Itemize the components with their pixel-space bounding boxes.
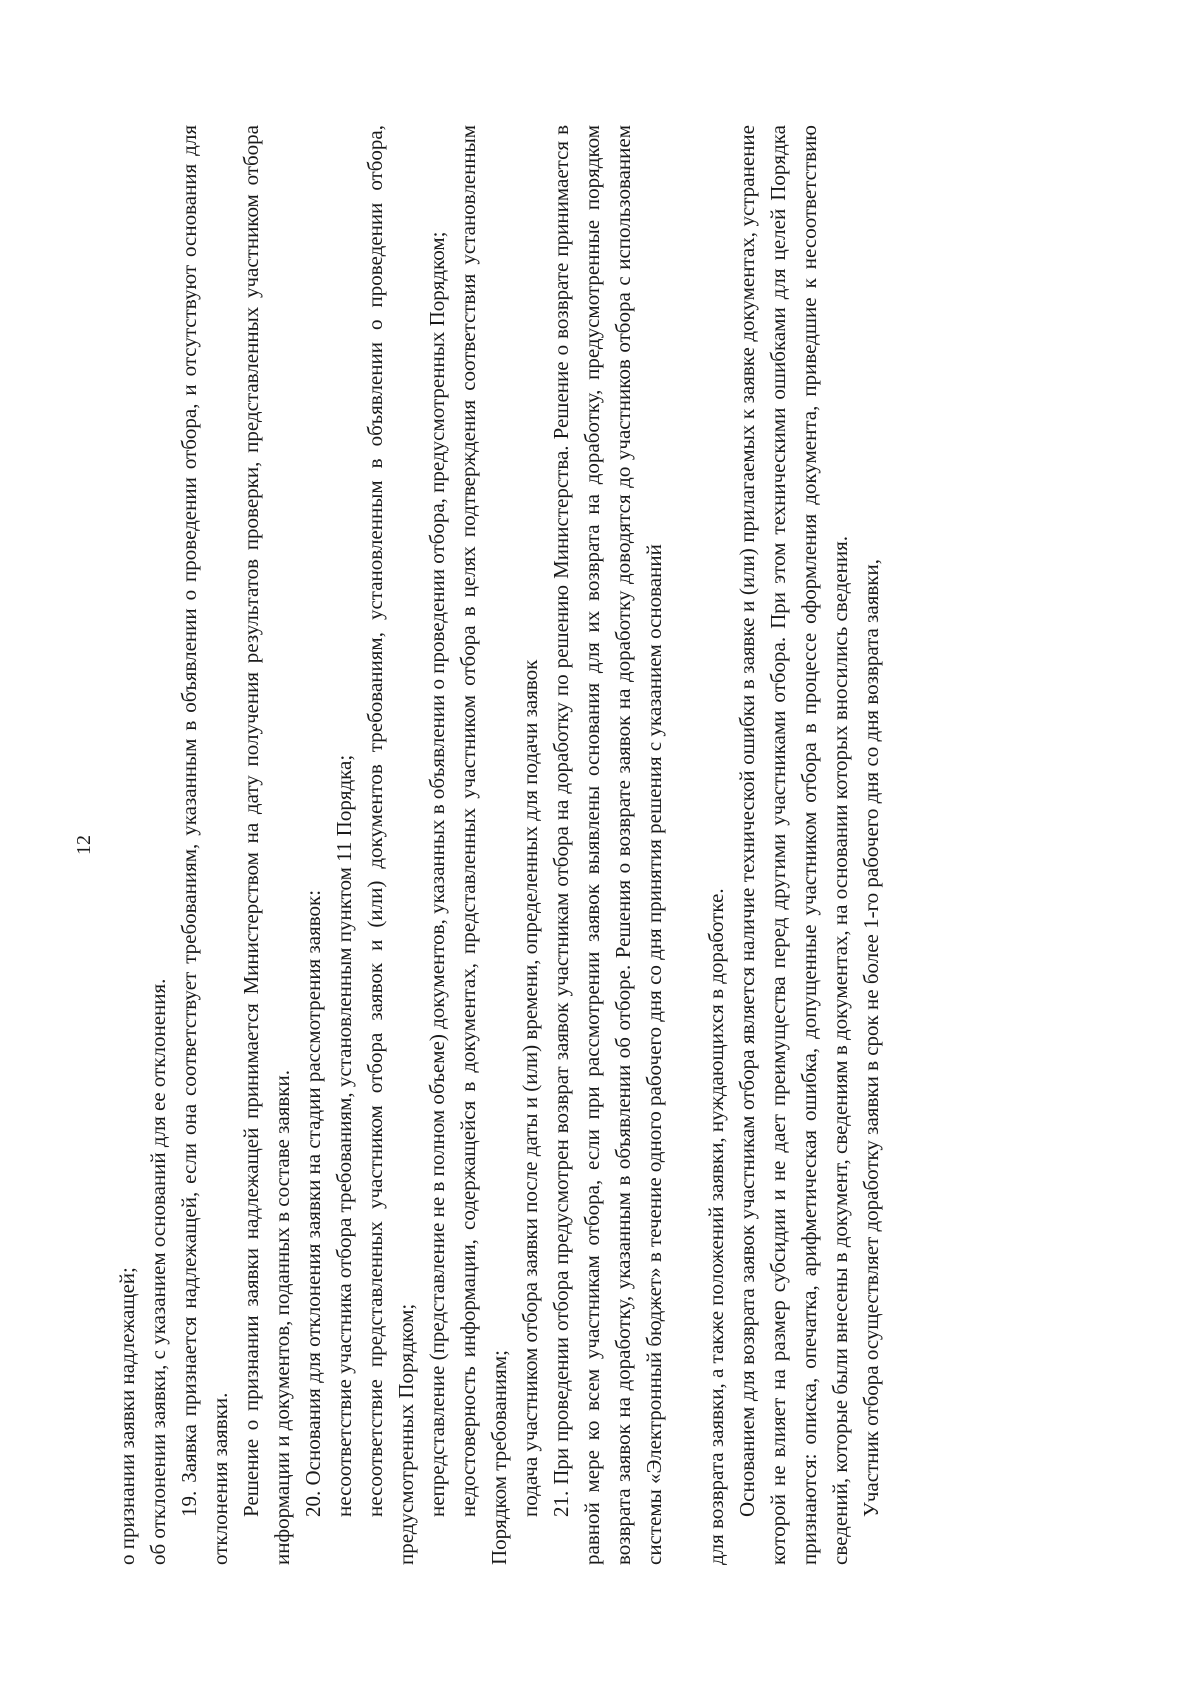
rotated-page-content	[73, 125, 1060, 1565]
document-body	[112, 125, 887, 1565]
paragraph-14: Участник отбора осуществляет доработку заявки в срок не более 1-го рабочего дня со дня возврата заявки,	[859, 559, 883, 1517]
paragraph-5: 20. Основания для отклонения заявки на стадии рассмотрения заявок:	[301, 889, 325, 1517]
paragraph-9: недостоверность информации, содержащейся в документах, представленных участником отбора в целях подтверждения соответствия установленным Порядком требованиям;	[456, 125, 511, 1565]
paragraph-2: об отклонении заявки, с указанием оснований для ее отклонения.	[146, 978, 170, 1565]
paragraph-10: подача участником отбора заявки после даты и (или) времени, определенных для подачи заявок	[518, 659, 542, 1517]
paragraph-11: 21. При проведении отбора предусмотрен возврат заявок участникам отбора на доработку по решению Министерства. Решение о возврате принимается в равной мере ко всем участникам отбора, если при рассмотрении заявок выявлены основания для их возврата на доработку, предусмотренные порядком возврата заявок на доработку, указанным в объявлении об отборе. Решения о возврате заявок на доработку доводятся до участников отбора с использованием системы «Электронный бюджет» в течение одного рабочего дня со дня принятия решения с указанием оснований	[549, 125, 666, 1565]
paragraph-6: несоответствие участника отбора требованиям, установленным пунктом 11 Порядка;	[332, 754, 356, 1517]
paragraph-3: 19. Заявка признается надлежащей, если она соответствует требованиям, указанным в объявлении о проведении отбора, и отсутствуют основания для отклонения заявки.	[177, 125, 232, 1565]
paragraph-8: непредставление (представление не в полном объеме) документов, указанных в объявлении о проведении отбора, предусмотренных Порядком;	[425, 231, 449, 1517]
paragraph-13: Основанием для возврата заявок участникам отбора является наличие технической ошибки в заявке и (или) прилагаемых к заявке документах, устранение которой не влияет на размер субсидии и не дает преимущества перед другими участниками отбора. При этом техническими ошибками для целей Порядка признаются: описка, опечатка, арифметическая ошибка, допущенные участником отбора в процессе оформления документа, приведшие к несоответствию сведений, которые были внесены в документ, сведениям в документах, на основании которых вносились сведения.	[735, 125, 852, 1565]
paragraph-1: о признании заявки надлежащей;	[115, 1267, 139, 1565]
paragraph-4: Решение о признании заявки надлежащей принимается Министерством на дату получения результатов проверки, представленных участником отбора информации и документов, поданных в составе заявки.	[239, 125, 294, 1565]
paragraph-12: для возврата заявки, а также положений заявки, нуждающихся в доработке.	[704, 888, 728, 1565]
paragraph-7: несоответствие представленных участником отбора заявок и (или) документов требованиям, установленным в объявлении о проведении отбора, предусмотренных Порядком;	[363, 125, 418, 1565]
page-number: 12	[73, 835, 95, 855]
